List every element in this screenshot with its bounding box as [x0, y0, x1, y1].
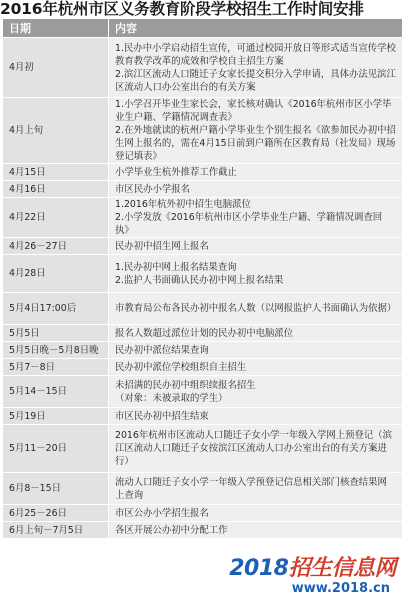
content-cell: [109, 293, 403, 325]
content-cell: [109, 342, 403, 359]
date-cell: 4月16日: [3, 181, 109, 198]
date-cell: 6月25－26日: [3, 505, 109, 522]
table-row: [3, 238, 403, 255]
date-cell: 4月15日: [3, 164, 109, 181]
content-cell: [109, 376, 403, 408]
date-cell: 6月上旬－7月5日: [3, 522, 109, 539]
content-line: 民办初中招生网上报名: [115, 240, 209, 252]
table-row: [3, 473, 403, 505]
content-cell: [109, 325, 403, 342]
content-cell: [109, 98, 403, 164]
content-line: 1.2016年杭外初中招生电脑派位: [115, 199, 251, 210]
table-row: [3, 522, 403, 539]
content-line: 市区民办小学报名: [115, 183, 191, 195]
content-line: 报名人数超过派位计划的民办初中电脑派位: [115, 327, 294, 339]
date-cell: 5月5日: [3, 325, 109, 342]
content-line: 市教育局公布各民办初中报名人数（以网报监护人书面确认为依据）: [115, 303, 397, 314]
content-line: 市区民办初中招生结束: [115, 410, 209, 422]
content-cell: [109, 473, 403, 505]
content-cell: [109, 164, 403, 181]
content-cell: [109, 505, 403, 522]
content-line: 1.民办初中网上报名结果查询: [115, 261, 237, 273]
table-row: [3, 425, 403, 473]
table-row: [3, 255, 403, 293]
date-cell: 4月上旬: [3, 98, 109, 164]
date-cell: 4月26－27日: [3, 238, 109, 255]
content-line: 市区公办小学招生报名: [115, 507, 209, 519]
date-cell: 5月11－20日: [3, 425, 109, 473]
content-line: 1.小学召开毕业生家长会，家长核对确认《2016年杭州市区小学毕业生户籍、学籍情况调查表》: [115, 99, 392, 123]
content-line: 小学毕业生杭外推荐工作截止: [115, 166, 237, 178]
table-row: [3, 98, 403, 164]
table-row: [3, 342, 403, 359]
table-row: [3, 505, 403, 522]
content-cell: [109, 359, 403, 376]
content-line: 1.民办中小学启动招生宣传，可通过校园开放日等形式适当宣传学校教育教学改革的成效和学校自主招生方案: [115, 42, 396, 67]
table-row: [3, 38, 403, 98]
content-line: 各区开展公办初中分配工作: [115, 524, 228, 536]
date-cell: 4月28日: [3, 255, 109, 293]
content-line: 民办初中派位结果查询: [115, 344, 209, 356]
content-cell: [109, 425, 403, 473]
column-header-content: 内容: [109, 19, 403, 38]
content-line: 未招满的民办初中组织续报名招生: [115, 379, 256, 391]
header-row: [3, 19, 403, 38]
content-line: （对象：未被录取的学生）: [115, 392, 228, 404]
content-cell: [109, 255, 403, 293]
content-line: 2.小学发放《2016年杭州市区小学毕业生户籍、学籍情况调查回执》: [115, 212, 383, 236]
page-title: 2016年杭州市区义务教育阶段学校招生工作时间安排: [0, 0, 364, 18]
content-line: 2.滨江区流动人口随迁子女家长提交积分入学申请，具体办法见滨江区流动人口办公室出台的有关方案: [115, 68, 396, 93]
table-row: [3, 408, 403, 425]
content-line: 2.监护人书面确认民办初中网上报名结果: [115, 274, 284, 286]
table-row: [3, 325, 403, 342]
date-cell: 5月14－15日: [3, 376, 109, 408]
table-row: [3, 376, 403, 408]
watermark-number: 2018: [229, 556, 289, 581]
content-line: 2016年杭州市区流动人口随迁子女小学一年级入学网上预登记（滨江区流动人口随迁子女按滨江区流动人口办公室出台的有关方案进行）: [115, 430, 392, 467]
watermark-site-name: 招生信息网: [288, 556, 396, 581]
table-row: [3, 293, 403, 325]
content-cell: [109, 522, 403, 539]
date-cell: 5月5日晚－5月8日晚: [3, 342, 109, 359]
date-cell: 6月8－15日: [3, 473, 109, 505]
content-cell: [109, 38, 403, 98]
content-cell: [109, 238, 403, 255]
column-header-date: 日期: [3, 19, 109, 38]
content-line: 流动人口随迁子女小学一年级入学预登记信息相关部门核查结果网上查询: [115, 476, 387, 501]
date-cell: 5月4日17:00后: [3, 293, 109, 325]
content-cell: [109, 408, 403, 425]
date-cell: 4月初: [3, 38, 109, 98]
content-line: 民办初中派位学校组织自主招生: [115, 361, 247, 373]
content-line: 2.在外地就读的杭州户籍小学毕业生个别生报名《欲参加民办初中招生网上报名的，需在4月15日前到户籍所在区教育局（社发局）现场登记填表》: [115, 125, 396, 162]
date-cell: 5月7－8日: [3, 359, 109, 376]
schedule-table: [2, 18, 403, 539]
date-cell: 4月22日: [3, 198, 109, 238]
table-row: [3, 359, 403, 376]
table-row: [3, 164, 403, 181]
table-row: [3, 181, 403, 198]
date-cell: 5月19日: [3, 408, 109, 425]
watermark-logo: [229, 551, 396, 582]
content-cell: [109, 181, 403, 198]
table-row: [3, 198, 403, 238]
watermark-url: www.2018.cn: [291, 581, 390, 596]
content-cell: [109, 198, 403, 238]
